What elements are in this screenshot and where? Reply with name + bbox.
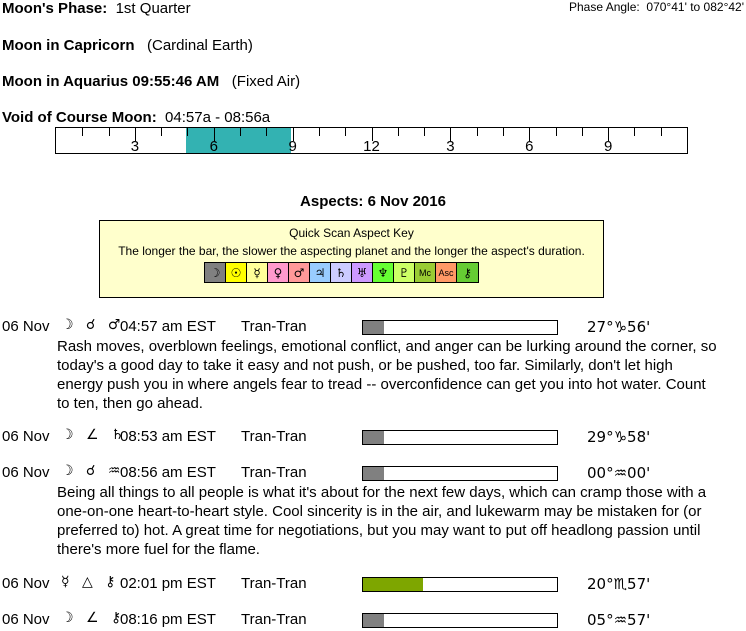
aspect-degree: 05°♒57' xyxy=(587,611,651,629)
timeline-hour-label: 3 xyxy=(446,138,455,155)
aspect-degree: 29°♑58' xyxy=(587,428,651,446)
timeline-hour-label: 9 xyxy=(288,138,297,155)
aspect-interpretation: Rash moves, overblown feelings, emotional conflict, and anger can be lurking around the corner, so today's a good day to take it easy and not push, or be pushed, too far. Similarly, don't let high energy push you in where angels fear to tread -- overconfidence can get you into hot water. Count to ten, then go ahead. xyxy=(57,338,717,412)
timeline-tick xyxy=(187,128,188,136)
aspect-duration-fill xyxy=(363,467,384,480)
aspect-type: Tran-Tran xyxy=(241,428,307,445)
aspect-date: 06 Nov xyxy=(2,464,50,481)
aspect-key-box xyxy=(99,220,604,298)
venus-icon: ♀ xyxy=(268,263,289,282)
aspect-duration-bar xyxy=(362,320,558,335)
timeline-tick xyxy=(661,128,662,136)
timeline-tick xyxy=(503,128,504,136)
aspect-duration-bar xyxy=(362,577,558,592)
moon-sign-2-note: (Fixed Air) xyxy=(231,73,301,90)
aspect-duration-bar xyxy=(362,466,558,481)
moon-sign-1 xyxy=(2,37,253,54)
chiron-icon: ⚷ xyxy=(457,263,478,282)
timeline-tick xyxy=(266,128,267,136)
timeline-hour-label: 12 xyxy=(363,138,380,155)
moon-icon: ☽ xyxy=(205,263,226,282)
aspect-degree: 20°♏57' xyxy=(587,575,651,593)
aspect-type: Tran-Tran xyxy=(241,318,307,335)
aspect-degree: 00°♒00' xyxy=(587,464,651,482)
moon-phase xyxy=(2,0,191,17)
aspect-type: Tran-Tran xyxy=(241,464,307,481)
timeline-tick xyxy=(582,128,583,136)
aspect-duration-fill xyxy=(363,614,384,627)
aspect-time: 08:16 pm EST xyxy=(120,611,216,628)
voc-timeline xyxy=(55,127,688,154)
timeline-tick xyxy=(477,128,478,136)
voc-bar xyxy=(186,128,291,153)
aspect-interpretation: Being all things to all people is what it's about for the next few days, which can cramp those with a one-on-one heart-to-heart style. Cool sincerity is in the air, and lukewarm may be mistaken for (or preferred to) hot. A great time for negotiations, but you may want to put off headlong passion until there's more fuel for the flame. xyxy=(57,484,707,558)
aspect-date: 06 Nov xyxy=(2,428,50,445)
timeline-tick xyxy=(82,128,83,136)
timeline-tick xyxy=(556,128,557,136)
pluto-icon: ♇ xyxy=(394,263,415,282)
aspect-time: 08:56 am EST xyxy=(120,464,216,481)
timeline-tick xyxy=(345,128,346,136)
timeline-tick xyxy=(161,128,162,136)
moon-sign-1-note: (Cardinal Earth) xyxy=(147,37,253,54)
ascendant-icon: Asc xyxy=(436,263,457,282)
mercury-icon: ☿ xyxy=(247,263,268,282)
timeline-tick xyxy=(634,128,635,136)
timeline-hour-label: 6 xyxy=(209,138,218,155)
aspect-type: Tran-Tran xyxy=(241,611,307,628)
aspects-title: Aspects: 6 Nov 2016 xyxy=(300,193,446,210)
timeline-tick xyxy=(109,128,110,136)
moon-sign-1-label: Moon in Capricorn xyxy=(2,37,135,54)
key-description: The longer the bar, the slower the aspecting planet and the longer the aspect's duration. xyxy=(118,244,585,258)
aspect-time: 02:01 pm EST xyxy=(120,575,216,592)
timeline-hour-label: 9 xyxy=(603,138,613,155)
aspect-glyphs: ☽ ☌ ♒ xyxy=(61,463,125,479)
saturn-icon: ♄ xyxy=(331,263,352,282)
phase-angle xyxy=(569,0,744,14)
planet-key-strip xyxy=(204,262,479,283)
aspect-glyphs: ☽ ∠ ♄ xyxy=(61,427,128,443)
aspect-duration-bar xyxy=(362,430,558,445)
aspect-time: 08:53 am EST xyxy=(120,428,216,445)
aspect-degree: 27°♑56' xyxy=(587,318,651,336)
void-of-course xyxy=(2,109,270,126)
phase-angle-label: Phase Angle: xyxy=(569,0,640,14)
aspect-duration-fill xyxy=(363,431,384,444)
timeline-tick xyxy=(240,128,241,136)
voc-value: 04:57a - 08:56a xyxy=(165,109,271,126)
aspect-glyphs: ☿ △ ⚷ xyxy=(61,574,120,590)
timeline-tick xyxy=(319,128,320,136)
aspect-date: 06 Nov xyxy=(2,611,50,628)
aspect-time: 04:57 am EST xyxy=(120,318,216,335)
aspect-glyphs: ☽ ∠ ⚷ xyxy=(61,610,126,626)
midheaven-icon: Mc xyxy=(415,263,436,282)
aspect-date: 06 Nov xyxy=(2,575,50,592)
moon-sign-2-label: Moon in Aquarius 09:55:46 AM xyxy=(2,73,220,90)
phase-angle-value: 070°41' to 082°42' xyxy=(646,0,744,14)
neptune-icon: ♆ xyxy=(373,263,394,282)
jupiter-icon: ♃ xyxy=(310,263,331,282)
aspect-duration-fill xyxy=(363,321,384,334)
phase-value: 1st Quarter xyxy=(115,0,191,17)
mars-icon: ♂ xyxy=(289,263,310,282)
phase-label: Moon's Phase: xyxy=(2,0,108,17)
key-title: Quick Scan Aspect Key xyxy=(289,226,414,240)
uranus-icon: ♅ xyxy=(352,263,373,282)
timeline-tick xyxy=(398,128,399,136)
voc-label: Void of Course Moon: xyxy=(2,109,157,126)
timeline-hour-label: 3 xyxy=(130,138,140,155)
timeline-hour-label: 6 xyxy=(525,138,534,155)
aspect-duration-fill xyxy=(363,578,423,591)
aspect-glyphs: ☽ ☌ ♂ xyxy=(61,317,125,333)
aspect-duration-bar xyxy=(362,613,558,628)
sun-icon: ☉ xyxy=(226,263,247,282)
moon-sign-2 xyxy=(2,73,300,90)
aspect-date: 06 Nov xyxy=(2,318,50,335)
aspect-type: Tran-Tran xyxy=(241,575,307,592)
timeline-tick xyxy=(424,128,425,136)
